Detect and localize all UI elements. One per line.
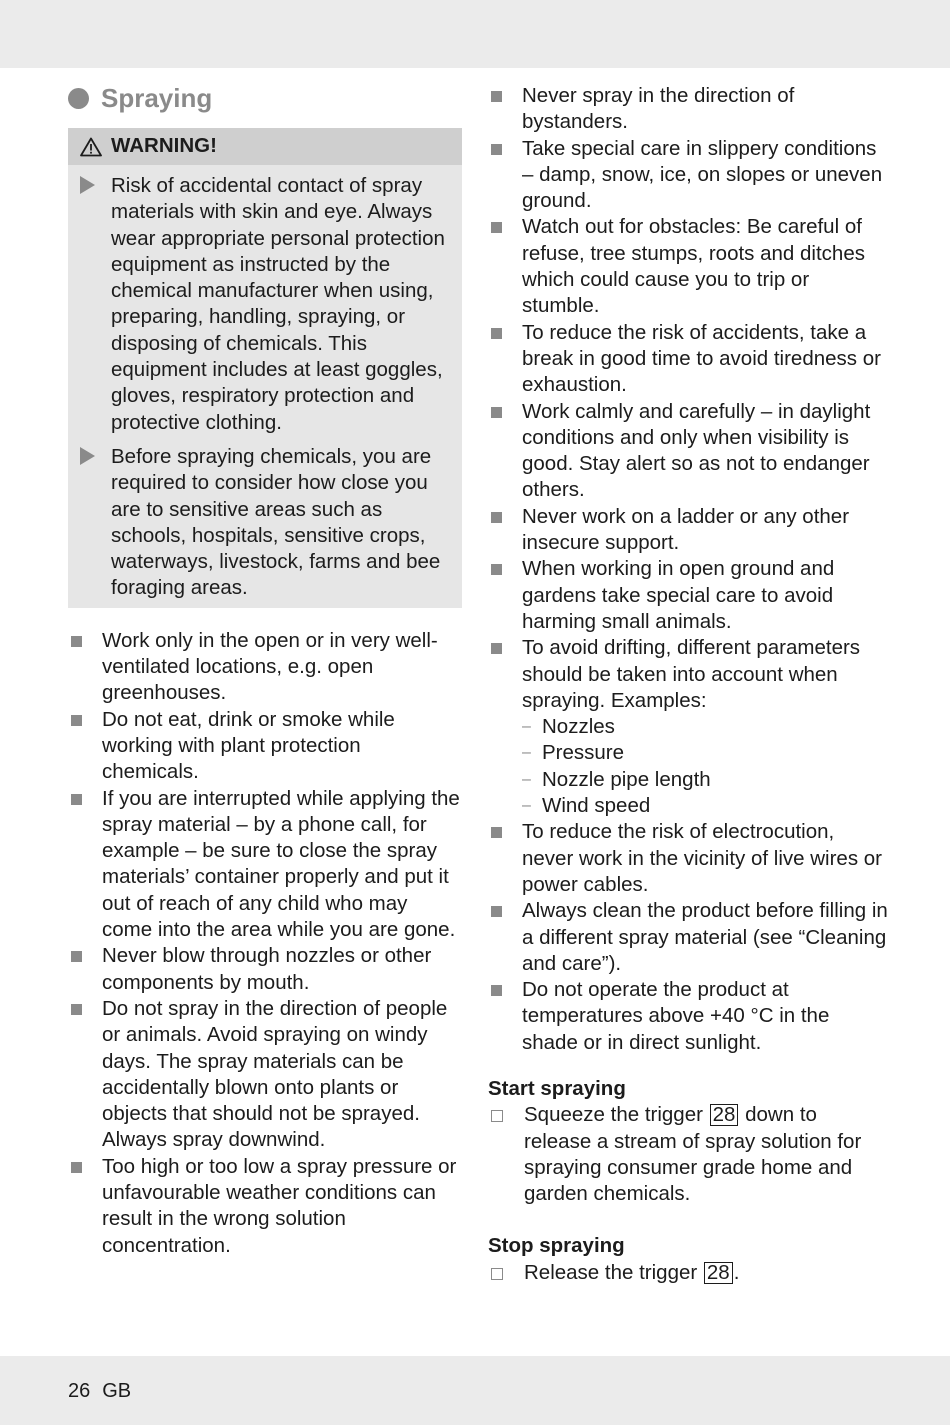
list-item [488, 136, 888, 215]
square-bullet-icon [71, 636, 82, 647]
step-text-after: down to release a stream of spray solution for spraying consumer grade home and garden chemicals. [524, 1103, 862, 1206]
list-item-text: Too high or too low a spray pressure or unfavourable weather conditions can result in the wrong solution concentration. [102, 1154, 457, 1257]
square-bullet-icon [491, 512, 502, 523]
stop-spraying-heading: Stop spraying [488, 1234, 625, 1258]
page-number: 26 [68, 1380, 91, 1402]
list-item [68, 707, 462, 786]
start-spraying-heading: Start spraying [488, 1076, 626, 1100]
warning-box [68, 128, 462, 608]
step-text-before: Squeeze the trigger [524, 1103, 709, 1127]
warning-text: Risk of accidental contact of spray materials with skin and eye. Always wear appropriate personal protection equipment as instructed by the chemical manufacturer when using, preparing, handling, spraying, or disposing of chemicals. This equipment includes at least goggles, gloves, respiratory protection and protective clothing. [111, 174, 445, 434]
list-item-text: To reduce the risk of accidents, take a break in good time to avoid tiredness or exhaustion. [522, 320, 881, 397]
square-bullet-icon [491, 827, 502, 838]
list-item [488, 320, 888, 399]
list-item-text: Do not eat, drink or smoke while working with plant protection chemicals. [102, 707, 395, 784]
list-item [488, 83, 888, 136]
square-bullet-icon [491, 985, 502, 996]
dash-bullet-icon: – [522, 718, 531, 736]
section-title: Spraying [101, 82, 213, 113]
list-item [488, 556, 888, 635]
page-footer [68, 1378, 143, 1404]
language-code: GB [102, 1380, 132, 1402]
square-bullet-icon [71, 794, 82, 805]
list-item-text: When working in open ground and gardens take special care to avoid harming small animals. [522, 557, 835, 633]
step-text-after: . [733, 1260, 740, 1284]
step-text-before: Release the trigger [524, 1260, 703, 1284]
arrow-bullet-icon [80, 447, 95, 465]
square-bullet-icon [491, 328, 502, 339]
list-item [68, 786, 462, 944]
warning-header [68, 128, 462, 165]
list-item-text: If you are interrupted while applying the spray material – by a phone call, for example – be sure to close the spray materials’ container properly and put it out of reach of any child who may come into the area while you are gone. [102, 786, 460, 942]
list-item-text: Do not spray in the direction of people or animals. Avoid spraying on windy days. The spray materials can be accidentally blown onto plants or objects that should not be sprayed. Always spray downwind. [102, 996, 448, 1152]
sub-list-item [522, 740, 888, 766]
list-item-text: Do not operate the product at temperatures above +40 °C in the shade or in direct sunlight. [522, 978, 830, 1054]
step-text [524, 1260, 888, 1286]
stop-spraying-step [488, 1260, 888, 1286]
part-reference-number: 28 [704, 1262, 733, 1284]
list-item-body [522, 635, 888, 819]
section-heading [68, 82, 462, 114]
dash-bullet-icon: – [522, 744, 531, 762]
list-item [488, 977, 888, 1056]
sub-list-item [522, 767, 888, 793]
step-text [524, 1102, 888, 1207]
list-item-text: Never blow through nozzles or other components by mouth. [102, 944, 432, 994]
list-item-text: Work only in the open or in very well-ventilated locations, e.g. open greenhouses. [102, 628, 438, 705]
list-item [68, 943, 462, 996]
square-bullet-icon [71, 715, 82, 726]
square-bullet-icon [491, 906, 502, 917]
square-bullet-icon [491, 91, 502, 102]
list-item [488, 399, 888, 504]
safety-list-left [68, 628, 462, 1259]
warning-title: WARNING! [111, 134, 217, 158]
sub-list-item-text: Nozzles [542, 715, 615, 739]
arrow-bullet-icon [80, 176, 95, 194]
list-item [68, 1154, 462, 1259]
list-item-text: Work calmly and carefully – in daylight conditions and only when visibility is good. Stay alert so as not to endanger others. [522, 399, 871, 502]
square-bullet-icon [71, 1004, 82, 1015]
list-item-text: To reduce the risk of electrocution, never work in the vicinity of live wires or power cables. [522, 820, 883, 896]
list-item [488, 819, 888, 898]
warning-item [68, 173, 462, 436]
list-item [488, 504, 888, 557]
list-item-text: Watch out for obstacles: Be careful of refuse, tree stumps, roots and ditches which could cause you to trip or stumble. [522, 215, 865, 318]
warning-text: Before spraying chemicals, you are required to consider how close you are to sensitive areas such as schools, hospitals, sensitive crops, waterways, livestock, farms and bee foraging areas. [111, 444, 441, 600]
square-bullet-icon [491, 222, 502, 233]
left-column [68, 82, 462, 1259]
bullet-dot-icon [68, 88, 89, 109]
list-item-text: Take special care in slippery conditions – damp, snow, ice, on slopes or uneven ground. [522, 136, 883, 213]
sub-list-item [522, 793, 888, 819]
step-checkbox-icon [491, 1268, 503, 1280]
step-checkbox-icon [491, 1110, 503, 1122]
list-item [68, 628, 462, 707]
sub-list-item [522, 714, 888, 740]
sub-list-item-text: Nozzle pipe length [542, 767, 711, 791]
right-column [488, 83, 888, 1286]
sub-list-item-text: Wind speed [542, 794, 651, 818]
drift-parameter-list [522, 714, 888, 819]
square-bullet-icon [491, 407, 502, 418]
safety-list-right [488, 83, 888, 1056]
square-bullet-icon [71, 1162, 82, 1173]
page-header-band [0, 0, 950, 68]
square-bullet-icon [491, 643, 502, 654]
square-bullet-icon [71, 951, 82, 962]
sub-list-item-text: Pressure [542, 741, 625, 765]
square-bullet-icon [491, 564, 502, 575]
part-reference-number: 28 [710, 1104, 739, 1126]
list-item [488, 635, 888, 819]
list-item [488, 214, 888, 319]
dash-bullet-icon: – [522, 797, 531, 815]
list-item-text: Never work on a ladder or any other insecure support. [522, 504, 850, 555]
list-item-text: Always clean the product before filling in a different spray material (see “Cleaning and care”). [522, 899, 888, 975]
list-item [68, 996, 462, 1154]
warning-triangle-icon [80, 137, 102, 157]
list-item-text: To avoid drifting, different parameters should be taken into account when spraying. Examples: [522, 636, 861, 712]
list-item [488, 898, 888, 977]
square-bullet-icon [491, 144, 502, 155]
start-spraying-step [488, 1102, 888, 1207]
warning-item [68, 444, 462, 602]
list-item-text: Never spray in the direction of bystanders. [522, 84, 795, 134]
dash-bullet-icon: – [522, 770, 531, 788]
